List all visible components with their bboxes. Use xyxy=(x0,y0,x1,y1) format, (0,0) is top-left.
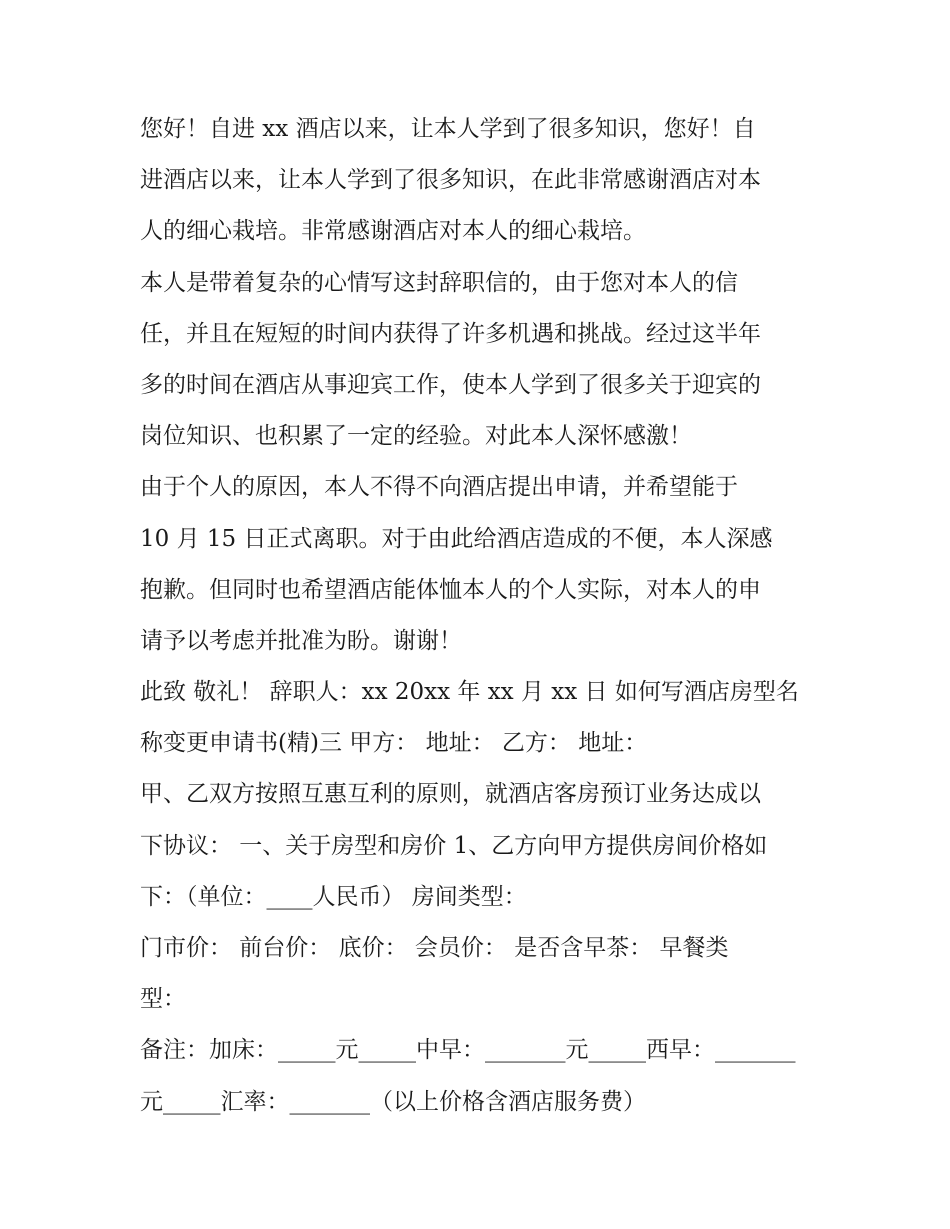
text-line: 由于个人的原因，本人不得不向酒店提出申请，并希望能于 xyxy=(140,474,738,501)
text-line: 岗位知识、也积累了一定的经验。对此本人深怀感激！ xyxy=(140,423,692,450)
document-body xyxy=(140,104,820,1128)
text-line: 您好！自进 xx 酒店以来，让本人学到了很多知识，您好！自 xyxy=(140,116,756,142)
paragraph-closing xyxy=(140,667,820,769)
text-line: 门市价： 前台价： 底价： 会员价： 是否含早茶： 早餐类 xyxy=(140,935,729,961)
text-line: 称变更申请书(精)三 甲方： 地址： 乙方： 地址： xyxy=(140,730,648,757)
text-line: 请予以考虑并批准为盼。谢谢！ xyxy=(140,627,462,654)
text-line: 元_____汇率：_______（以上价格含酒店服务费） xyxy=(140,1088,646,1115)
text-line: 甲、乙双方按照互惠互利的原则，就酒店客房预订业务达成以 xyxy=(140,781,761,808)
text-line: 本人是带着复杂的心情写这封辞职信的，由于您对本人的信 xyxy=(140,269,738,296)
text-line: 此致 敬礼！ 辞职人：xx 20xx 年 xx 月 xx 日 如何写酒店房型名 xyxy=(140,679,799,706)
text-line: 下：（单位：____人民币） 房间类型： xyxy=(140,883,527,910)
text-line: 抱歉。但同时也希望酒店能体恤本人的个人实际，对本人的申 xyxy=(140,576,761,603)
paragraph-agreement xyxy=(140,769,820,923)
text-line: 10 月 15 日正式离职。对于由此给酒店造成的不便，本人深感 xyxy=(140,525,773,552)
text-line: 任，并且在短短的时间内获得了许多机遇和挑战。经过这半年 xyxy=(140,320,761,347)
text-line: 人的细心栽培。非常感谢酒店对本人的细心栽培。 xyxy=(140,218,646,245)
text-line: 多的时间在酒店从事迎宾工作，使本人学到了很多关于迎宾的 xyxy=(140,371,761,398)
paragraph-notes xyxy=(140,1025,820,1127)
text-line: 进酒店以来，让本人学到了很多知识，在此非常感谢酒店对本 xyxy=(140,167,761,194)
paragraph-request xyxy=(140,462,820,667)
text-line: 备注：加床：_____元_____中早：_______元_____西早：_______ xyxy=(140,1037,796,1064)
paragraph-price-types xyxy=(140,923,820,1025)
paragraph-greeting xyxy=(140,104,820,258)
text-line: 型： xyxy=(140,986,186,1013)
text-line: 下协议： 一、关于房型和房价 1、乙方向甲方提供房间价格如 xyxy=(140,832,768,859)
paragraph-resignation-reason xyxy=(140,258,820,463)
